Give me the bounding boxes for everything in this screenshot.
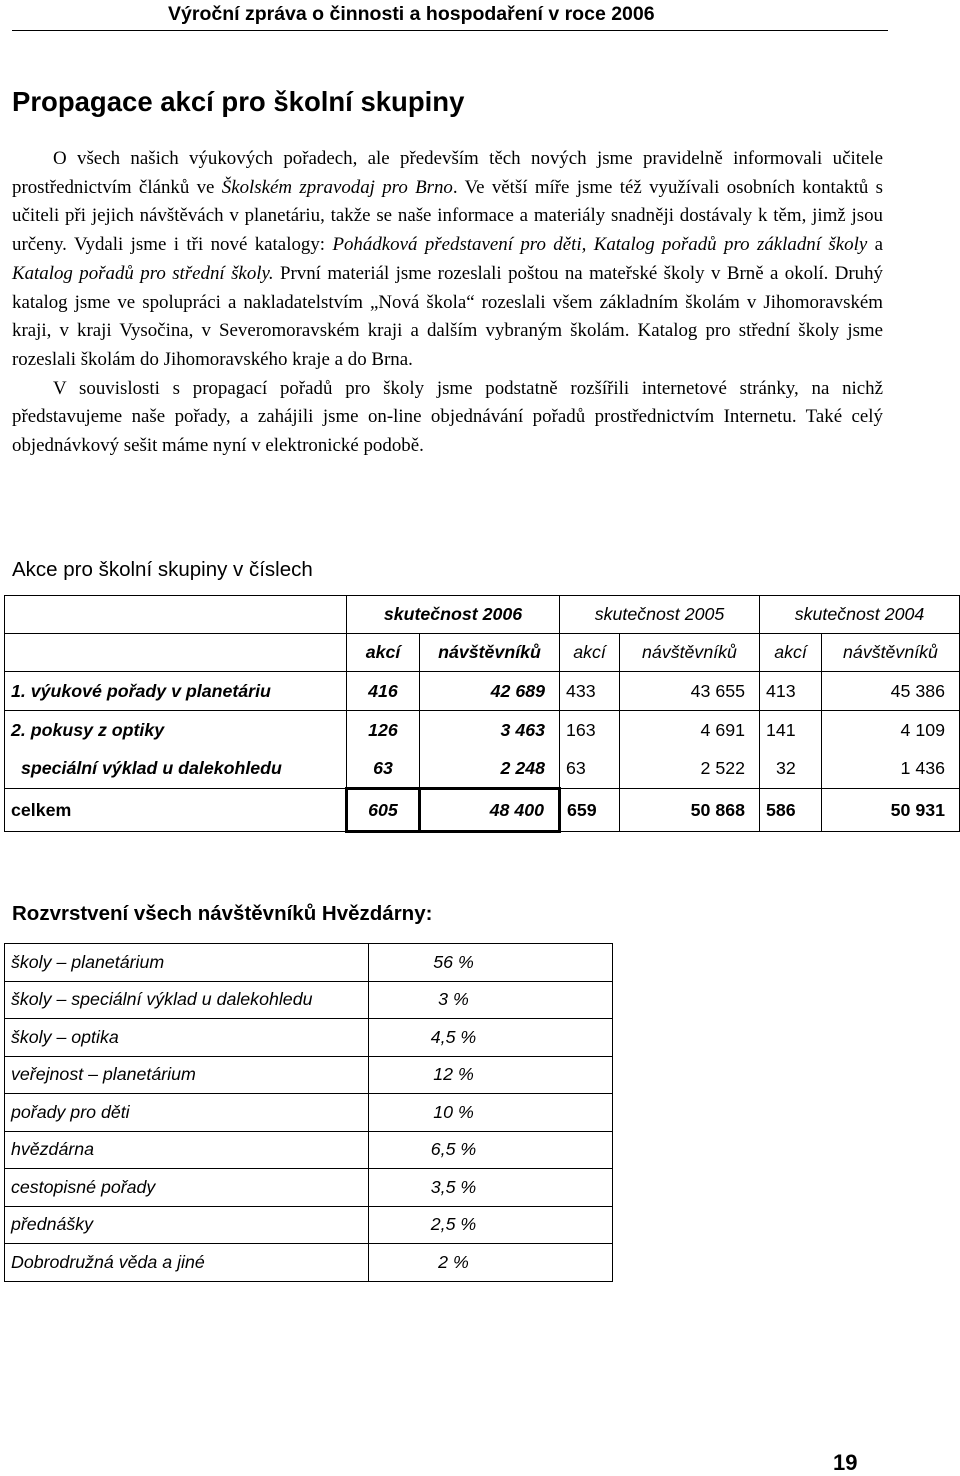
- visitor-share-table: [4, 943, 613, 1282]
- share-value: 10 %: [369, 1094, 613, 1132]
- share-row: [5, 1244, 613, 1282]
- running-header-title: Výroční zpráva o činnosti a hospodaření v roce 2006: [168, 3, 655, 25]
- stats-row-label: 2. pokusy z optiky: [5, 711, 347, 750]
- table1-title: Akce pro školní skupiny v číslech: [12, 558, 313, 581]
- stats-total-cell: 586: [760, 789, 822, 832]
- share-value: 12 %: [369, 1056, 613, 1094]
- share-value: 4,5 %: [369, 1019, 613, 1057]
- stats-cell: 433: [560, 672, 620, 711]
- paragraph-1-catalog-title-secondary: Katalog pořadů pro střední školy.: [12, 262, 274, 284]
- stats-cell: 1 436: [822, 749, 960, 789]
- stats-cell: 163: [560, 711, 620, 750]
- stats-col-navstevniku-2004: návštěvníků: [822, 634, 960, 672]
- stats-total-label: celkem: [5, 789, 347, 832]
- running-header: [12, 0, 888, 31]
- share-row: [5, 1169, 613, 1207]
- stats-cell: 126: [347, 711, 420, 750]
- share-label: hvězdárna: [5, 1131, 369, 1169]
- paragraph-1-text-e: a: [867, 234, 883, 256]
- share-value: 2,5 %: [369, 1206, 613, 1244]
- paragraph-1-text-a: O všech našich výukových pořadech, ale především těch nových jsme pravidelně informovali učitele prostřednictvím článků ve: [12, 148, 883, 198]
- share-label: školy – optika: [5, 1019, 369, 1057]
- stats-cell: 2 522: [620, 749, 760, 789]
- paragraph-1-text-g: První materiál jsme rozeslali poštou na mateřské školy v Brně a okolí. Druhý katalog jsme ve spolupráci a nakladatelstvím „Nová škola“ rozeslali všem základním školám v Jihomoravském kraji, v kraji Vysočina, v Severomoravském kraji a dalším vybraným školám. Katalog pro střední školy jsme rozeslali školám do Jihomoravského kraje a do Brna.: [12, 262, 883, 370]
- stats-col-navstevniku-2005: návštěvníků: [620, 634, 760, 672]
- share-row: [5, 1131, 613, 1169]
- paragraph-1-catalog-titles: Pohádková představení pro děti, Katalog pořadů pro základní školy: [332, 234, 868, 256]
- stats-header-empty: [5, 596, 347, 634]
- share-value: 3,5 %: [369, 1169, 613, 1207]
- paragraph-1-newsletter-title: Školském zpravodaj pro Brno: [221, 176, 453, 198]
- share-value: 2 %: [369, 1244, 613, 1282]
- stats-cell: 141: [760, 711, 822, 750]
- share-label: školy – planetárium: [5, 944, 369, 982]
- stats-table: [4, 595, 960, 833]
- share-label: Dobrodružná věda a jiné: [5, 1244, 369, 1282]
- stats-cell: 413: [760, 672, 822, 711]
- stats-col-akci-2006: akcí: [347, 634, 420, 672]
- stats-total-cell: 605: [347, 789, 420, 832]
- share-row: [5, 1206, 613, 1244]
- share-row: [5, 1056, 613, 1094]
- share-row: [5, 981, 613, 1019]
- stats-total-cell: 659: [560, 789, 620, 832]
- paragraph-1-text-c: . Ve větší míře jsme též využívali osobních kontaktů s učiteli při jejich návštěvách v planetáriu, takže se naše informace a materiály snadněji dostávaly k těm, jimž jsou určeny. Vydali jsme i tři nové katalogy:: [12, 176, 883, 256]
- stats-cell: 42 689: [420, 672, 560, 711]
- page-number: 19: [833, 1450, 858, 1475]
- stats-col-akci-2005: akcí: [560, 634, 620, 672]
- paragraph-1: [12, 145, 883, 375]
- stats-cell: 2 248: [420, 749, 560, 789]
- share-label: pořady pro děti: [5, 1094, 369, 1132]
- share-label: cestopisné pořady: [5, 1169, 369, 1207]
- stats-cell: 4 691: [620, 711, 760, 750]
- stats-col-akci-2004: akcí: [760, 634, 822, 672]
- stats-header-empty: [5, 634, 347, 672]
- share-row: [5, 1094, 613, 1132]
- stats-cell: 43 655: [620, 672, 760, 711]
- stats-row: [5, 749, 960, 789]
- stats-row: [5, 711, 960, 750]
- body-text: [12, 145, 883, 461]
- stats-header-columns: [5, 634, 960, 672]
- stats-col-navstevniku-2006: návštěvníků: [420, 634, 560, 672]
- share-label: školy – speciální výklad u dalekohledu: [5, 981, 369, 1019]
- share-value: 56 %: [369, 944, 613, 982]
- stats-cell: 45 386: [822, 672, 960, 711]
- stats-total-row: [5, 789, 960, 832]
- stats-total-cell: 48 400: [420, 789, 560, 832]
- stats-row-label: speciální výklad u dalekohledu: [5, 749, 347, 789]
- share-value: 3 %: [369, 981, 613, 1019]
- share-label: přednášky: [5, 1206, 369, 1244]
- share-label: veřejnost – planetárium: [5, 1056, 369, 1094]
- stats-header-2004: skutečnost 2004: [760, 596, 960, 634]
- table2-title: Rozvrstvení všech návštěvníků Hvězdárny:: [12, 902, 433, 925]
- stats-cell: 63: [560, 749, 620, 789]
- share-row: [5, 1019, 613, 1057]
- stats-cell: 63: [347, 749, 420, 789]
- stats-row-label: 1. výukové pořady v planetáriu: [5, 672, 347, 711]
- stats-total-cell: 50 931: [822, 789, 960, 832]
- paragraph-2: V souvislosti s propagací pořadů pro školy jsme podstatně rozšířili internetové stránky, na nichž představujeme naše pořady, a zahájili jsme on-line objednávání pořadů prostřednictvím Internetu. Také celý objednávkový sešit máme nyní v elektronické podobě.: [12, 377, 883, 457]
- stats-header-2005: skutečnost 2005: [560, 596, 760, 634]
- share-value: 6,5 %: [369, 1131, 613, 1169]
- stats-header-years: [5, 596, 960, 634]
- stats-total-cell: 50 868: [620, 789, 760, 832]
- stats-row: [5, 672, 960, 711]
- stats-cell: 4 109: [822, 711, 960, 750]
- page-title: Propagace akcí pro školní skupiny: [12, 86, 465, 117]
- stats-cell: 416: [347, 672, 420, 711]
- stats-cell: 32: [760, 749, 822, 789]
- stats-header-2006: skutečnost 2006: [347, 596, 560, 634]
- share-row: [5, 944, 613, 982]
- stats-cell: 3 463: [420, 711, 560, 750]
